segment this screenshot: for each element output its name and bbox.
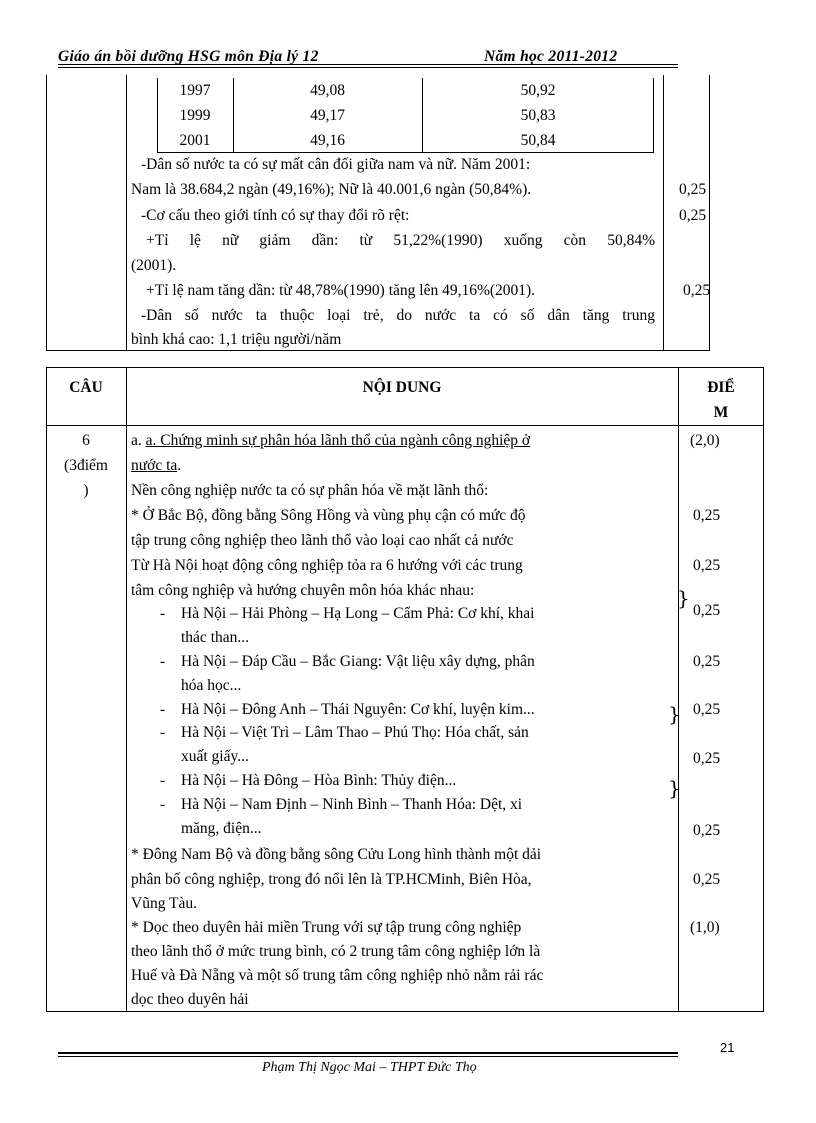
content-line: -Dân số nước ta có sự mất cân đối giữa nam và nữ. Năm 2001: <box>141 156 531 173</box>
score-cell: 0,25 <box>693 653 721 670</box>
content-line: (2001). <box>131 257 177 274</box>
bullet-dash: - <box>160 796 166 813</box>
header-rule-thin <box>58 67 678 68</box>
footer-rule <box>58 1052 678 1054</box>
score-cell: 0,25 <box>693 507 721 524</box>
bullet-dash: - <box>160 605 166 622</box>
female-cell: 50,92 <box>520 82 556 99</box>
bullet-item: Hà Nội – Đông Anh – Thái Nguyên: Cơ khí, luyện kim... <box>181 701 535 718</box>
bullet-item: Hà Nội – Hải Phòng – Hạ Long – Cẩm Phả: Cơ khí, khai <box>181 605 535 622</box>
header-year: Năm học 2011-2012 <box>484 48 618 65</box>
content-line: +Tỉ lệ nam tăng dần: từ 48,78%(1990) tăng lên 49,16%(2001). <box>146 282 536 299</box>
content-line: -Dân số nước ta thuộc loại trẻ, do nước ta có số dân tăng trung <box>141 307 655 324</box>
section-title: a. a. Chứng minh sự phân hóa lãnh thổ của ngành công nghiệp ở <box>131 432 531 449</box>
score-cell: 0,25 <box>679 181 707 198</box>
score-cell: (1,0) <box>690 919 720 936</box>
bullet-dash: - <box>160 701 166 718</box>
content-line: tâm công nghiệp và hướng chuyên môn hóa khác nhau: <box>131 582 475 599</box>
header-diem: ĐIỂ <box>707 379 735 396</box>
male-cell: 49,16 <box>310 132 345 149</box>
header-cau: CÂU <box>69 379 103 396</box>
male-cell: 49,17 <box>310 107 345 124</box>
content-line: Nam là 38.684,2 ngàn (49,16%); Nữ là 40.001,6 ngàn (50,84%). <box>131 181 532 198</box>
bullet-dash: - <box>160 772 166 789</box>
content-line: Từ Hà Nội hoạt động công nghiệp tỏa ra 6 hướng với các trung <box>131 557 523 574</box>
brace-mark: } <box>668 702 681 726</box>
score-cell: 0,25 <box>679 207 707 224</box>
content-line: Vũng Tàu. <box>131 895 198 912</box>
bullet-item: Hà Nội – Nam Định – Ninh Bình – Thanh Hóa: Dệt, xi <box>181 796 523 813</box>
question-points-cont: ) <box>83 482 89 499</box>
bullet-item-cont: xuất giấy... <box>181 748 249 765</box>
header-title: Giáo án bồi dưỡng HSG môn Địa lý 12 <box>58 48 319 65</box>
page-number: 21 <box>720 1040 735 1055</box>
question-points: (3điểm <box>64 457 108 474</box>
male-cell: 49,08 <box>310 82 345 99</box>
brace-mark: } <box>677 586 690 610</box>
score-cell: 0,25 <box>683 282 711 299</box>
header-diem-cont: M <box>713 404 729 421</box>
content-line: tập trung công nghiệp theo lãnh thổ vào loại cao nhất cả nước <box>131 532 514 549</box>
score-cell: 0,25 <box>693 871 721 888</box>
content-line: dọc theo duyên hải <box>131 991 249 1008</box>
section-title-cont: nước ta. <box>131 457 182 474</box>
bullet-item-cont: thác than... <box>181 629 250 646</box>
score-cell: 0,25 <box>693 750 721 767</box>
brace-mark: } <box>668 776 681 800</box>
bullet-item: Hà Nội – Hà Đông – Hòa Bình: Thủy điện... <box>181 772 457 789</box>
score-cell: 0,25 <box>693 557 721 574</box>
score-cell: (2,0) <box>690 432 720 449</box>
content-line: theo lãnh thổ ở mức trung bình, có 2 trung tâm công nghiệp lớn là <box>131 943 541 960</box>
bullet-item-cont: hóa học... <box>181 677 242 694</box>
content-line: -Cơ cấu theo giới tính có sự thay đổi rõ rệt: <box>141 207 410 224</box>
content-line: * Đông Nam Bộ và đồng bằng sông Cửu Long hình thành một dải <box>131 846 542 863</box>
bullet-dash: - <box>160 653 166 670</box>
year-cell: 2001 <box>179 132 211 149</box>
bullet-dash: - <box>160 724 166 741</box>
section-title-underlined: a. Chứng minh sự phân hóa lãnh thổ của ngành công nghiệp ở <box>145 432 531 449</box>
year-cell: 1997 <box>179 82 211 99</box>
bullet-item: Hà Nội – Việt Trì – Lâm Thao – Phú Thọ: Hóa chất, sản <box>181 724 529 741</box>
header-rule <box>58 64 678 65</box>
score-cell: 0,25 <box>693 822 721 839</box>
content-line: bình khá cao: 1,1 triệu người/năm <box>131 331 342 348</box>
bullet-item: Hà Nội – Đáp Cầu – Bắc Giang: Vật liệu xây dựng, phân <box>181 653 535 670</box>
content-line: Nền công nghiệp nước ta có sự phân hóa về mặt lãnh thổ: <box>131 482 489 499</box>
question-number: 6 <box>82 432 90 449</box>
content-line: +Tỉ lệ nữ giảm dần: từ 51,22%(1990) xuống còn 50,84% <box>146 232 655 249</box>
header-noidung: NỘI DUNG <box>362 379 442 396</box>
content-line: * Ở Bắc Bộ, đồng bằng Sông Hồng và vùng phụ cận có mức độ <box>131 507 526 524</box>
content-line: * Dọc theo duyên hải miền Trung với sự tập trung công nghiệp <box>131 919 522 936</box>
bullet-item-cont: măng, điện... <box>181 820 262 837</box>
score-cell: 0,25 <box>693 701 721 718</box>
footer-rule-thin <box>58 1056 678 1057</box>
score-cell: 0,25 <box>693 602 721 619</box>
female-cell: 50,84 <box>520 132 556 149</box>
content-line: Huế và Đà Nẵng và một số trung tâm công nghiệp nhỏ nằm rải rác <box>131 967 544 984</box>
footer-author: Phạm Thị Ngọc Mai – THPT Đức Thọ <box>262 1060 477 1075</box>
year-cell: 1999 <box>179 107 211 124</box>
content-line: phân bố công nghiệp, trong đó nổi lên là TP.HCMinh, Biên Hòa, <box>131 871 532 888</box>
page-header <box>58 48 678 70</box>
female-cell: 50,83 <box>520 107 556 124</box>
